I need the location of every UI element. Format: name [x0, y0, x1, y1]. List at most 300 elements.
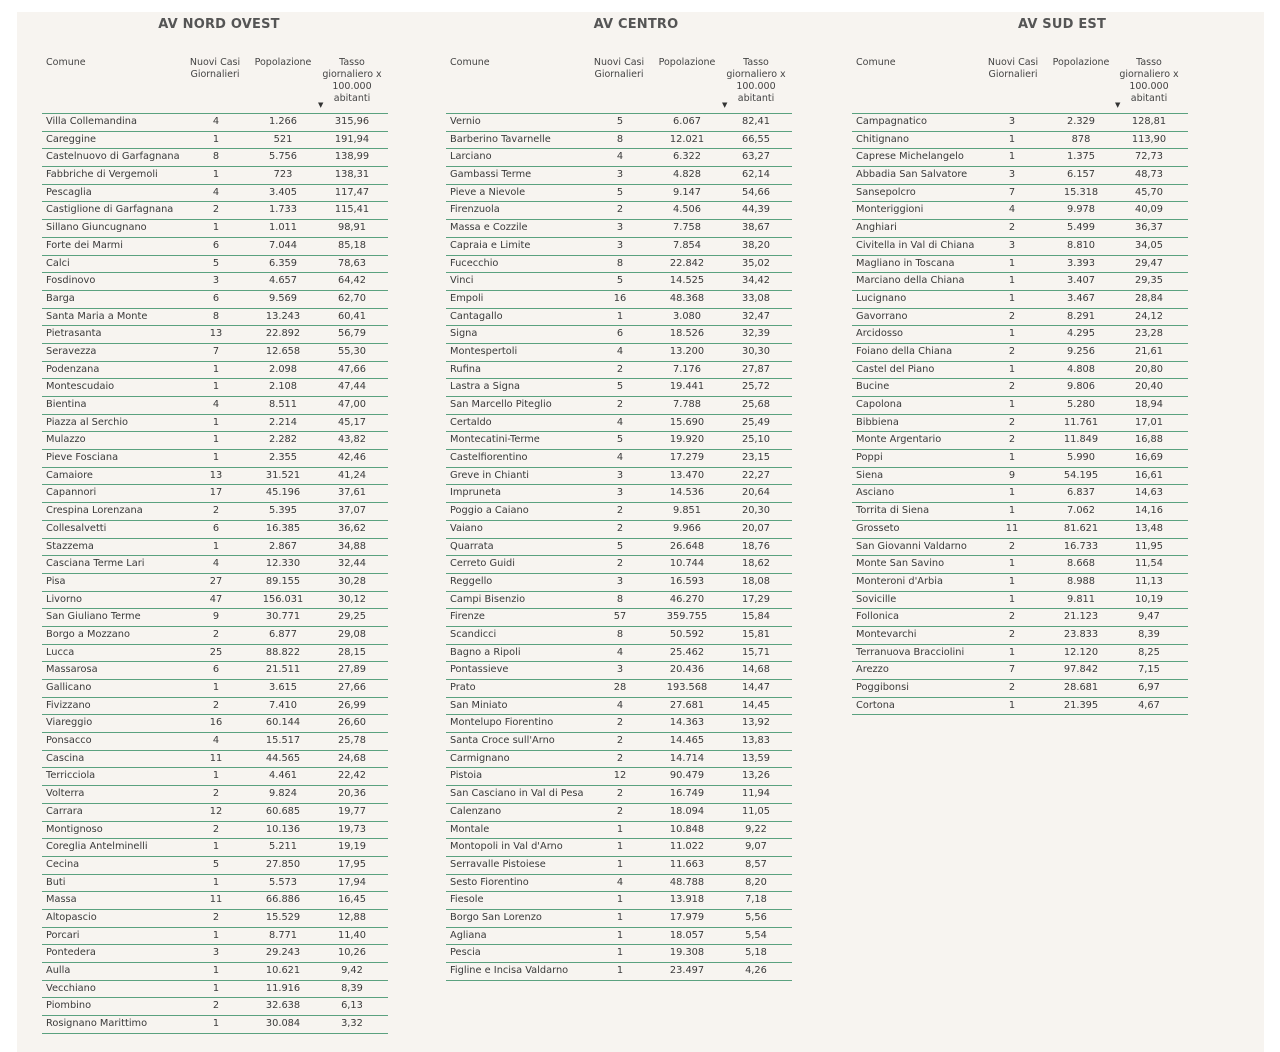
cell-comune: Civitella in Val di Chiana [856, 239, 975, 251]
table-row [852, 574, 1188, 592]
cell-popolazione: 48.788 [669, 876, 705, 888]
cell-tasso: 8,25 [1138, 646, 1160, 658]
cell-comune: San Marcello Piteglio [450, 399, 552, 410]
cell-tasso: 9,07 [745, 841, 767, 853]
cell-popolazione: 23.833 [1063, 628, 1099, 640]
cell-tasso: 6,97 [1138, 682, 1160, 693]
cell-comune: Castelfiorentino [450, 452, 528, 464]
cell-comune: Foiano della Chiana [856, 345, 953, 357]
cell-comune: Santa Croce sull'Arno [450, 735, 555, 747]
cell-tasso: 20,07 [741, 522, 771, 534]
cell-nuovi-casi: 1 [1008, 363, 1016, 375]
cell-comune: Marciano della Chiana [856, 275, 965, 287]
cell-comune: Pontedera [46, 947, 96, 959]
cell-tasso: 72,73 [1134, 151, 1164, 163]
cell-nuovi-casi: 1 [616, 911, 624, 923]
table-row [446, 485, 792, 503]
cell-tasso: 138,99 [334, 151, 370, 163]
table-row [446, 185, 792, 203]
cell-nuovi-casi: 2 [1008, 416, 1016, 428]
cell-nuovi-casi: 6 [212, 664, 220, 676]
table-row [446, 291, 792, 309]
cell-tasso: 24,12 [1134, 310, 1164, 322]
cell-nuovi-casi: 4 [212, 735, 220, 747]
cell-comune: Rufina [450, 363, 481, 375]
table-row [42, 397, 388, 415]
header-tasso[interactable]: Tasso giornaliero x 100.000 abitanti [1119, 57, 1179, 104]
cell-popolazione: 21.395 [1063, 699, 1099, 711]
cell-popolazione: 12.021 [669, 133, 705, 145]
cell-tasso: 28,15 [337, 646, 367, 658]
cell-comune: Chitignano [856, 133, 909, 145]
cell-comune: Monteriggioni [856, 204, 924, 216]
cell-nuovi-casi: 1 [1008, 151, 1016, 163]
header-popolazione[interactable]: Popolazione [254, 57, 312, 68]
header-tasso[interactable]: Tasso giornaliero x 100.000 abitanti [322, 57, 382, 104]
table-row [446, 503, 792, 521]
cell-tasso: 24,68 [337, 752, 367, 764]
cell-tasso: 36,62 [337, 522, 367, 534]
cell-comune: Lucca [46, 646, 75, 658]
cell-popolazione: 6.067 [672, 116, 702, 127]
cell-tasso: 3,32 [341, 1018, 363, 1030]
cell-popolazione: 10.744 [669, 558, 705, 570]
table-row [852, 503, 1188, 521]
table-row [446, 662, 792, 680]
cell-nuovi-casi: 4 [212, 186, 220, 198]
cell-popolazione: 44.565 [265, 752, 301, 764]
table-row [852, 521, 1188, 539]
table-row [42, 768, 388, 786]
cell-comune: Impruneta [450, 487, 501, 499]
cell-popolazione: 48.368 [669, 292, 705, 304]
cell-comune: Arcidosso [856, 328, 904, 340]
table-row [446, 574, 792, 592]
cell-comune: Pistoia [450, 770, 483, 782]
cell-comune: Pietrasanta [46, 328, 102, 340]
cell-comune: Montopoli in Val d'Arno [450, 841, 563, 853]
cell-nuovi-casi: 2 [1008, 345, 1016, 357]
cell-nuovi-casi: 2 [616, 522, 624, 534]
header-popolazione[interactable]: Popolazione [658, 57, 716, 68]
cell-popolazione: 521 [273, 133, 293, 145]
sort-desc-icon[interactable]: ▼ [722, 101, 728, 109]
cell-comune: Greve in Chianti [450, 469, 529, 481]
cell-popolazione: 88.822 [265, 646, 301, 658]
cell-popolazione: 7.788 [672, 399, 702, 410]
cell-nuovi-casi: 1 [616, 823, 624, 835]
cell-tasso: 26,99 [337, 699, 367, 711]
cell-popolazione: 5.573 [268, 876, 298, 888]
cell-popolazione: 22.842 [669, 257, 705, 269]
cell-popolazione: 15.517 [265, 735, 301, 747]
table-row [446, 167, 792, 185]
cell-comune: Montecatini-Terme [450, 434, 540, 446]
cell-nuovi-casi: 4 [616, 345, 624, 357]
cell-comune: Terricciola [46, 770, 96, 782]
table-row [446, 963, 792, 981]
cell-comune: Castiglione di Garfagnana [46, 204, 174, 216]
cell-tasso: 9,47 [1138, 611, 1160, 623]
cell-popolazione: 14.714 [669, 752, 705, 764]
table-row [446, 397, 792, 415]
table-row [42, 857, 388, 875]
cell-tasso: 11,40 [337, 929, 367, 941]
table-row [42, 733, 388, 751]
cell-nuovi-casi: 1 [616, 894, 624, 906]
cell-nuovi-casi: 4 [616, 646, 624, 658]
table-row [852, 326, 1188, 344]
cell-comune: Magliano in Toscana [856, 257, 955, 269]
cell-nuovi-casi: 1 [1008, 593, 1016, 605]
cell-nuovi-casi: 8 [616, 628, 624, 640]
cell-comune: Villa Collemandina [46, 116, 137, 127]
cell-popolazione: 29.243 [265, 947, 301, 959]
cell-tasso: 38,20 [741, 239, 771, 251]
cell-tasso: 63,27 [741, 151, 771, 163]
cell-popolazione: 2.329 [1066, 116, 1096, 127]
cell-tasso: 64,42 [337, 275, 367, 287]
cell-nuovi-casi: 1 [212, 876, 220, 888]
table-row [446, 928, 792, 946]
report-panel [17, 12, 1264, 1052]
cell-popolazione: 2.214 [268, 416, 298, 428]
cell-popolazione: 15.529 [265, 911, 301, 923]
cell-tasso: 25,49 [741, 416, 771, 428]
cell-tasso: 18,08 [741, 575, 771, 587]
cell-nuovi-casi: 1 [212, 770, 220, 782]
cell-comune: Livorno [46, 593, 83, 605]
cell-comune: Serravalle Pistoiese [450, 858, 546, 870]
cell-comune: Casciana Terme Lari [46, 558, 145, 570]
cell-tasso: 34,42 [741, 275, 771, 287]
cell-tasso: 115,41 [334, 204, 370, 216]
cell-nuovi-casi: 1 [1008, 275, 1016, 287]
cell-nuovi-casi: 4 [616, 452, 624, 464]
cell-comune: Terranuova Bracciolini [856, 646, 965, 658]
table-row [42, 981, 388, 999]
cell-nuovi-casi: 4 [616, 416, 624, 428]
table-row [446, 609, 792, 627]
table-body [42, 114, 388, 1034]
cell-popolazione: 66.886 [265, 894, 301, 906]
cell-popolazione: 45.196 [265, 487, 301, 499]
cell-tasso: 14,63 [1134, 487, 1164, 499]
cell-nuovi-casi: 4 [1008, 204, 1016, 216]
cell-tasso: 13,59 [741, 752, 771, 764]
cell-popolazione: 16.593 [669, 575, 705, 587]
cell-nuovi-casi: 1 [1008, 257, 1016, 269]
cell-nuovi-casi: 5 [212, 858, 220, 870]
cell-comune: Torrita di Siena [856, 505, 930, 517]
cell-comune: Poggio a Caiano [450, 505, 529, 517]
cell-tasso: 5,54 [745, 929, 767, 941]
cell-tasso: 9,42 [341, 965, 363, 976]
cell-popolazione: 7.176 [672, 363, 702, 375]
cell-nuovi-casi: 2 [1008, 434, 1016, 446]
cell-comune: Siena [856, 469, 884, 481]
table-row [42, 715, 388, 733]
cell-nuovi-casi: 3 [616, 487, 624, 499]
cell-nuovi-casi: 2 [212, 505, 220, 517]
cell-comune: Campi Bisenzio [450, 593, 526, 605]
cell-tasso: 16,69 [1134, 452, 1164, 464]
cell-nuovi-casi: 3 [1008, 116, 1016, 127]
cell-nuovi-casi: 1 [1008, 328, 1016, 340]
cell-comune: Campagnatico [856, 116, 927, 127]
cell-nuovi-casi: 2 [1008, 628, 1016, 640]
cell-nuovi-casi: 5 [616, 540, 624, 552]
cell-popolazione: 4.808 [1066, 363, 1096, 375]
cell-popolazione: 4.828 [672, 169, 702, 181]
cell-popolazione: 21.511 [265, 664, 301, 676]
cell-comune: Seravezza [46, 345, 97, 357]
table-row [42, 574, 388, 592]
cell-tasso: 11,05 [741, 805, 771, 817]
cell-nuovi-casi: 2 [212, 628, 220, 640]
table-row [42, 220, 388, 238]
cell-tasso: 44,39 [741, 204, 771, 216]
table-row [42, 892, 388, 910]
cell-nuovi-casi: 2 [616, 805, 624, 817]
cell-nuovi-casi: 47 [209, 593, 223, 605]
cell-tasso: 18,76 [741, 540, 771, 552]
table-row [446, 786, 792, 804]
cell-popolazione: 9.824 [268, 788, 298, 800]
cell-tasso: 6,13 [341, 1000, 363, 1012]
cell-popolazione: 19.920 [669, 434, 705, 446]
cell-tasso: 128,81 [1131, 116, 1167, 127]
cell-nuovi-casi: 5 [616, 275, 624, 287]
table-row [42, 202, 388, 220]
cell-comune: Fosdinovo [46, 275, 96, 287]
cell-nuovi-casi: 7 [1008, 186, 1016, 198]
cell-tasso: 12,88 [337, 911, 367, 923]
header-comune[interactable]: Comune [856, 57, 896, 68]
cell-tasso: 45,17 [337, 416, 367, 428]
sort-desc-icon[interactable]: ▼ [318, 101, 324, 109]
cell-popolazione: 5.990 [1066, 452, 1096, 464]
cell-comune: San Giovanni Valdarno [856, 540, 967, 552]
cell-popolazione: 54.195 [1063, 469, 1099, 481]
cell-popolazione: 4.295 [1066, 328, 1096, 340]
cell-nuovi-casi: 2 [212, 1000, 220, 1012]
cell-popolazione: 13.243 [265, 310, 301, 322]
cell-nuovi-casi: 27 [209, 575, 223, 587]
cell-nuovi-casi: 3 [616, 169, 624, 181]
cell-nuovi-casi: 57 [613, 611, 627, 623]
table-row [42, 751, 388, 769]
table-row [852, 485, 1188, 503]
cell-comune: Agliana [450, 929, 487, 941]
cell-comune: Montelupo Fiorentino [450, 717, 554, 729]
cell-nuovi-casi: 1 [1008, 487, 1016, 499]
cell-comune: Borgo San Lorenzo [450, 911, 542, 923]
cell-comune: Poggibonsi [856, 682, 909, 693]
table-row [852, 114, 1188, 132]
cell-tasso: 13,26 [741, 770, 771, 782]
table-row [446, 945, 792, 963]
table-row [42, 114, 388, 132]
cell-popolazione: 5.756 [268, 151, 298, 163]
cell-tasso: 32,39 [741, 328, 771, 340]
cell-comune: Pontassieve [450, 664, 509, 676]
cell-tasso: 138,31 [334, 169, 370, 181]
table-row [852, 609, 1188, 627]
header-nuovi-casi[interactable]: Nuovi Casi Giornalieri [987, 57, 1039, 80]
cell-popolazione: 2.282 [268, 434, 298, 446]
cell-tasso: 98,91 [337, 222, 367, 234]
cell-tasso: 37,61 [337, 487, 367, 499]
header-comune[interactable]: Comune [46, 57, 86, 68]
cell-popolazione: 4.657 [268, 275, 298, 287]
cell-tasso: 4,26 [745, 965, 767, 976]
header-nuovi-casi[interactable]: Nuovi Casi Giornalieri [189, 57, 241, 80]
cell-comune: Rosignano Marittimo [46, 1018, 148, 1030]
cell-nuovi-casi: 2 [616, 788, 624, 800]
cell-tasso: 82,41 [741, 116, 771, 127]
cell-nuovi-casi: 1 [616, 310, 624, 322]
cell-comune: Cascina [46, 752, 85, 764]
cell-tasso: 56,79 [337, 328, 367, 340]
cell-comune: Cantagallo [450, 310, 503, 322]
table-row [42, 556, 388, 574]
cell-tasso: 38,67 [741, 222, 771, 234]
cell-tasso: 15,81 [741, 628, 771, 640]
cell-nuovi-casi: 1 [212, 540, 220, 552]
cell-comune: Reggello [450, 575, 493, 587]
cell-nuovi-casi: 3 [616, 222, 624, 234]
cell-tasso: 20,80 [1134, 363, 1164, 375]
table-row [446, 309, 792, 327]
header-nuovi-casi[interactable]: Nuovi Casi Giornalieri [593, 57, 645, 80]
cell-popolazione: 15.690 [669, 416, 705, 428]
header-popolazione[interactable]: Popolazione [1052, 57, 1110, 68]
cell-comune: Massa e Cozzile [450, 222, 528, 234]
table-row [446, 839, 792, 857]
table-row [446, 256, 792, 274]
cell-comune: Bibbiena [856, 416, 899, 428]
cell-popolazione: 3.080 [672, 310, 702, 322]
cell-tasso: 7,15 [1138, 664, 1160, 676]
cell-popolazione: 8.810 [1066, 239, 1096, 251]
table-row [446, 132, 792, 150]
cell-comune: Coreglia Antelminelli [46, 841, 148, 853]
cell-comune: Capannori [46, 487, 97, 499]
cell-popolazione: 193.568 [666, 682, 708, 693]
table-row [42, 132, 388, 150]
cell-nuovi-casi: 5 [616, 186, 624, 198]
table-row [446, 362, 792, 380]
table-row [852, 397, 1188, 415]
cell-comune: Pieve a Nievole [450, 186, 526, 198]
cell-nuovi-casi: 1 [212, 381, 220, 393]
cell-comune: Carrara [46, 805, 83, 817]
cell-comune: Cerreto Guidi [450, 558, 515, 570]
cell-popolazione: 9.966 [672, 522, 702, 534]
cell-tasso: 16,61 [1134, 469, 1164, 481]
table-row [42, 839, 388, 857]
table-row [852, 415, 1188, 433]
cell-popolazione: 3.615 [268, 682, 298, 693]
cell-tasso: 55,30 [337, 345, 367, 357]
cell-popolazione: 14.536 [669, 487, 705, 499]
table-row [446, 450, 792, 468]
cell-popolazione: 19.441 [669, 381, 705, 393]
cell-popolazione: 16.385 [265, 522, 301, 534]
cell-tasso: 13,92 [741, 717, 771, 729]
cell-comune: Caprese Michelangelo [856, 151, 964, 163]
cell-comune: Poppi [856, 452, 883, 464]
table-row [446, 468, 792, 486]
table-row [852, 680, 1188, 698]
cell-comune: Montale [450, 823, 490, 835]
table-row [446, 432, 792, 450]
cell-comune: Monte San Savino [856, 558, 945, 570]
cell-comune: San Miniato [450, 699, 508, 711]
table-row [42, 415, 388, 433]
cell-popolazione: 60.685 [265, 805, 301, 817]
cell-comune: Firenzuola [450, 204, 500, 216]
cell-nuovi-casi: 2 [212, 204, 220, 216]
cell-comune: Gambassi Terme [450, 169, 532, 181]
cell-nuovi-casi: 2 [212, 788, 220, 800]
cell-comune: Cortona [856, 699, 895, 711]
cell-nuovi-casi: 1 [212, 452, 220, 464]
cell-comune: Porcari [46, 929, 80, 941]
cell-popolazione: 6.359 [268, 257, 298, 269]
cell-tasso: 20,30 [741, 505, 771, 517]
cell-tasso: 30,12 [337, 593, 367, 605]
cell-comune: Larciano [450, 151, 492, 163]
cell-tasso: 23,15 [741, 452, 771, 464]
cell-nuovi-casi: 4 [616, 699, 624, 711]
cell-comune: Pisa [46, 575, 66, 587]
cell-comune: Crespina Lorenzana [46, 505, 143, 517]
cell-tasso: 8,57 [745, 858, 767, 870]
header-comune[interactable]: Comune [450, 57, 490, 68]
table-row [852, 645, 1188, 663]
cell-tasso: 35,02 [741, 257, 771, 269]
header-tasso[interactable]: Tasso giornaliero x 100.000 abitanti [726, 57, 786, 104]
cell-tasso: 45,70 [1134, 186, 1164, 198]
cell-nuovi-casi: 8 [212, 310, 220, 322]
cell-tasso: 8,39 [1138, 628, 1160, 640]
cell-nuovi-casi: 11 [209, 894, 223, 906]
cell-tasso: 117,47 [334, 186, 370, 198]
cell-popolazione: 723 [273, 169, 293, 181]
cell-comune: Massa [46, 894, 77, 906]
cell-tasso: 9,22 [745, 823, 767, 835]
cell-nuovi-casi: 1 [212, 416, 220, 428]
cell-nuovi-casi: 2 [616, 363, 624, 375]
table-row [42, 804, 388, 822]
cell-nuovi-casi: 3 [212, 947, 220, 959]
sort-desc-icon[interactable]: ▼ [1115, 101, 1121, 109]
cell-tasso: 11,54 [1134, 558, 1164, 570]
cell-tasso: 113,90 [1131, 133, 1167, 145]
cell-tasso: 22,42 [337, 770, 367, 782]
cell-nuovi-casi: 6 [212, 239, 220, 251]
cell-popolazione: 46.270 [669, 593, 705, 605]
cell-nuovi-casi: 4 [616, 876, 624, 888]
cell-popolazione: 13.470 [669, 469, 705, 481]
cell-nuovi-casi: 4 [212, 116, 220, 127]
cell-tasso: 47,44 [337, 381, 367, 393]
cell-tasso: 11,95 [1134, 540, 1164, 552]
cell-comune: Bucine [856, 381, 890, 393]
cell-comune: Bagno a Ripoli [450, 646, 521, 658]
